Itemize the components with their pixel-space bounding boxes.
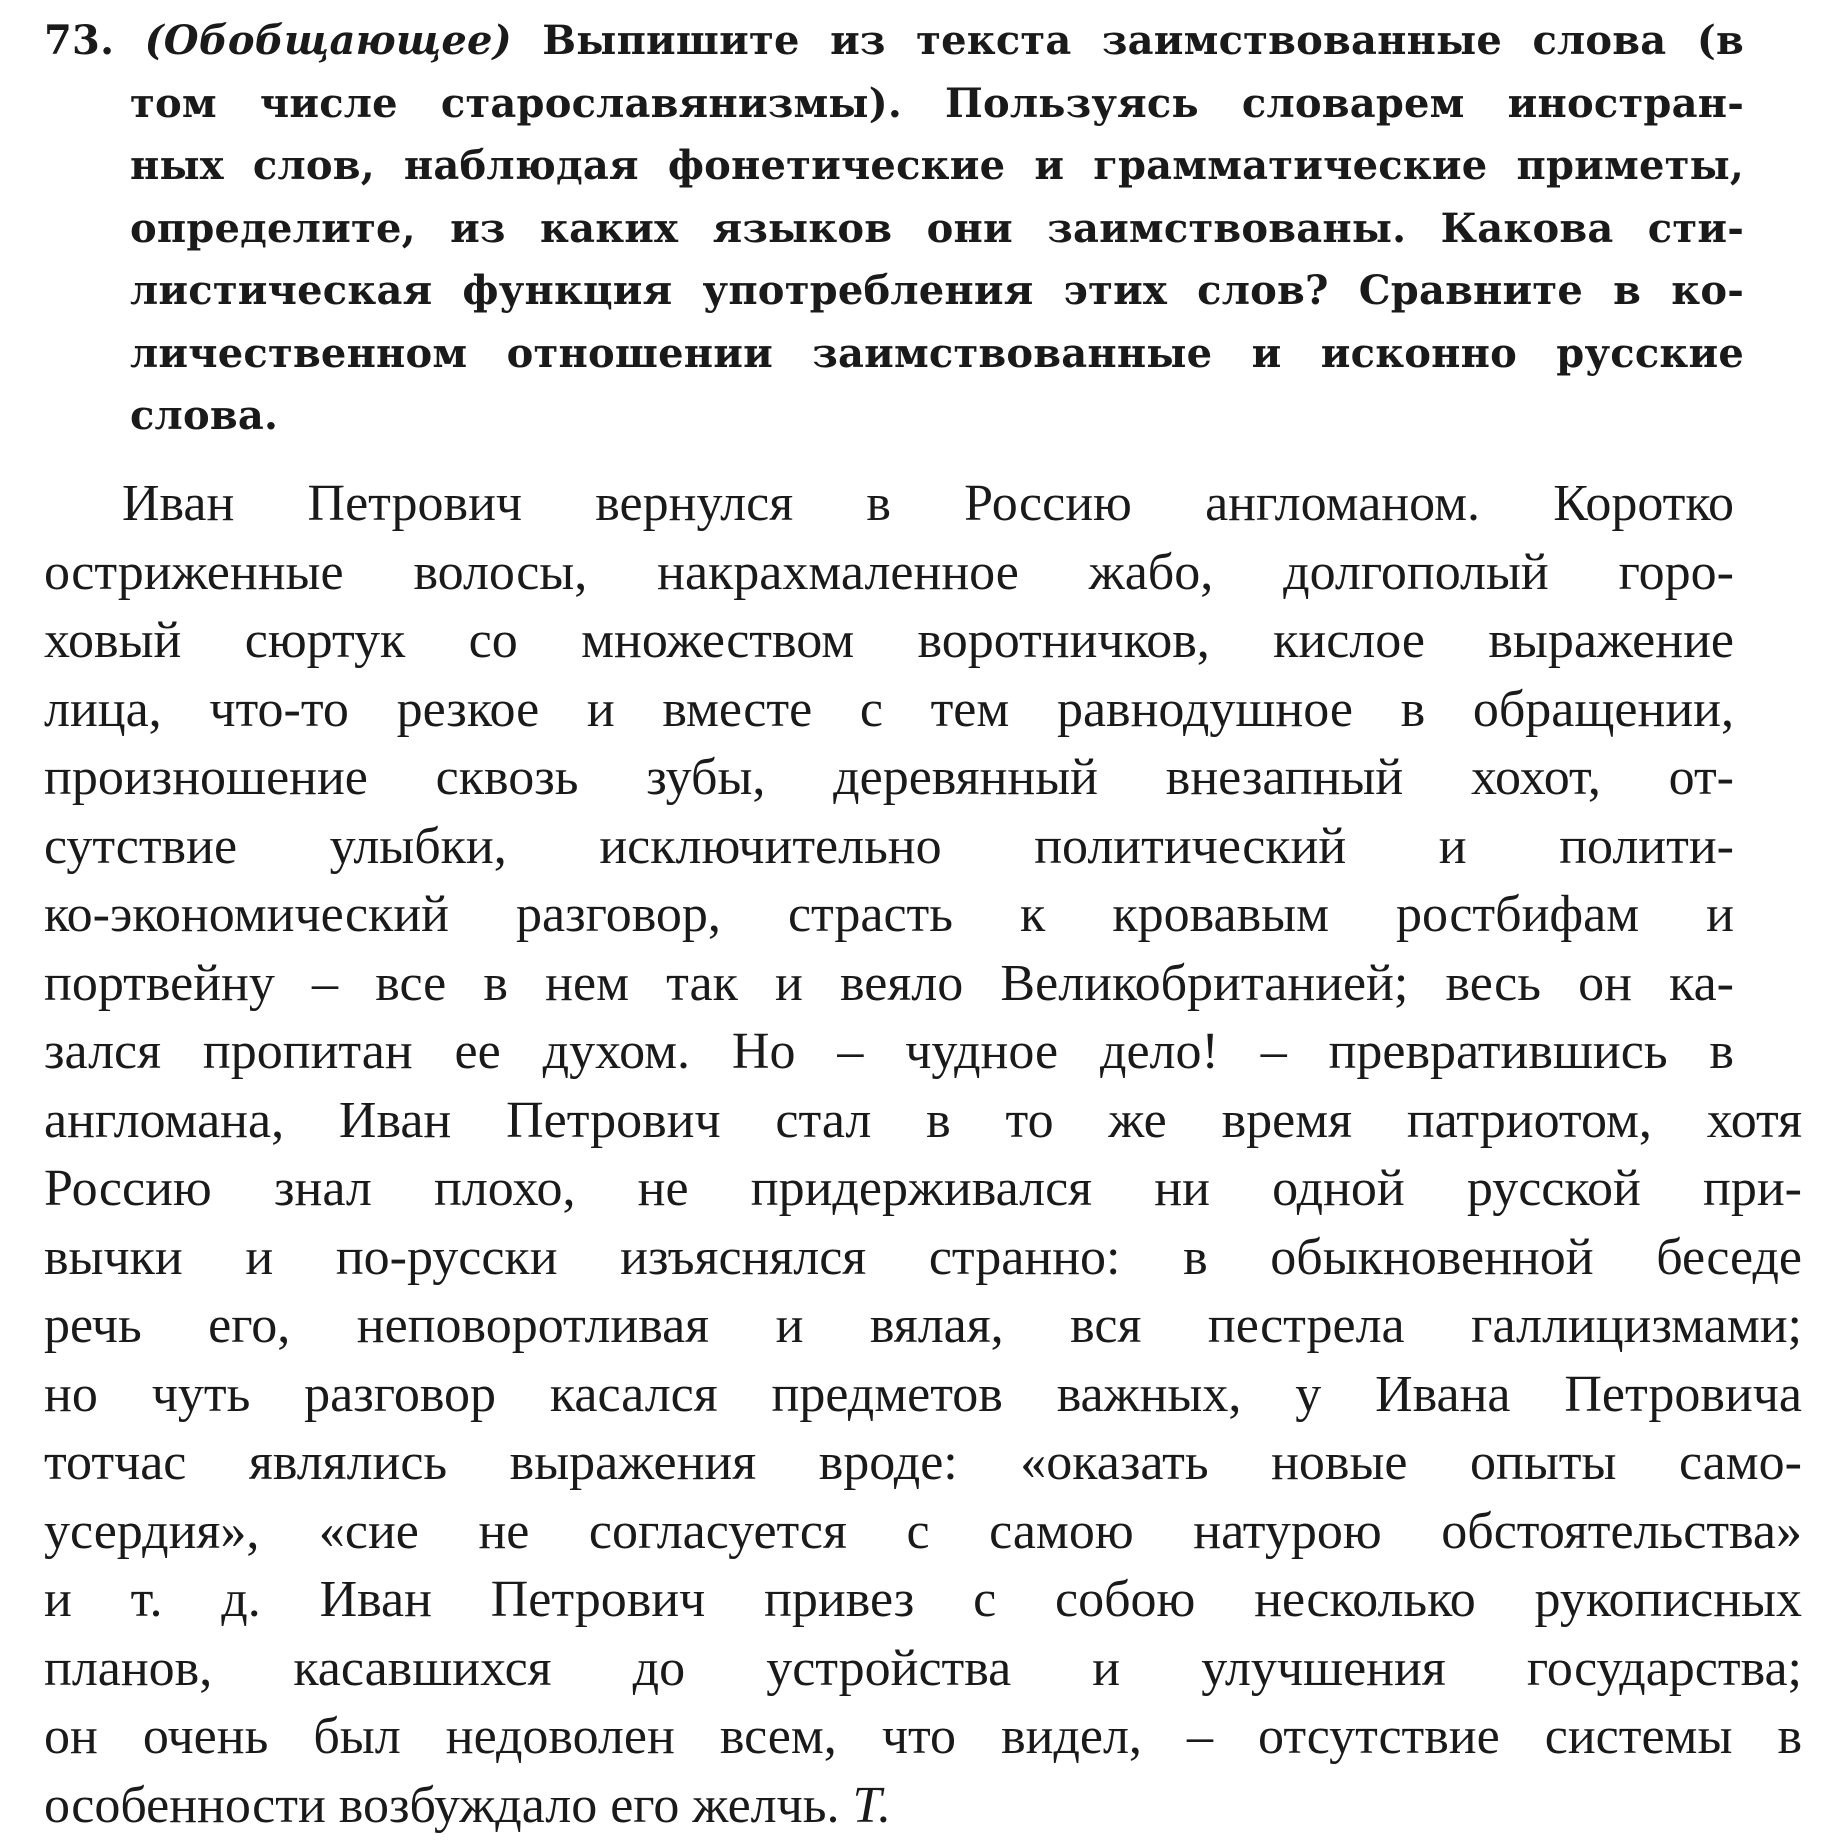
passage-line: Иван Петрович вернулся в Россию англоманом. Коротко	[122, 470, 1734, 539]
passage-line: Россию знал плохо, не придерживался ни одной русской при-	[44, 1155, 1802, 1224]
task-line: том числе старославянизмы). Пользуясь словарем иностран-	[130, 73, 1744, 136]
passage-line: лица, что-то резкое и вместе с тем равнодушное в обращении,	[44, 676, 1734, 745]
task-line: листическая функция употребления этих слов? Сравните в ко-	[130, 260, 1744, 323]
passage-line: речь его, неповоротливая и вялая, вся пестрела галлицизмами;	[44, 1292, 1802, 1361]
passage-line-last	[44, 1772, 1802, 1840]
passage-line: но чуть разговор касался предметов важных, у Ивана Петровича	[44, 1361, 1802, 1430]
task-line-text: Выпишите из текста заимствованные слова (в	[512, 17, 1744, 64]
task-line: слова.	[130, 385, 1744, 448]
author-initial: Т.	[852, 1777, 891, 1834]
passage-line: остриженные волосы, накрахмаленное жабо, долгополый горо-	[44, 539, 1734, 608]
passage-line: ко-экономический разговор, страсть к кровавым ростбифам и	[44, 881, 1734, 950]
passage-line: произношение сквозь зубы, деревянный внезапный хохот, от-	[44, 744, 1734, 813]
passage-line: вычки и по-русски изъяснялся странно: в обыкновенной беседе	[44, 1224, 1802, 1293]
task-line: ных слов, наблюдая фонетические и грамматические приметы,	[130, 135, 1744, 198]
exercise-task	[44, 10, 1744, 448]
passage-line: сутствие улыбки, исключительно политический и полити-	[44, 813, 1734, 882]
passage-line-text: особенности возбуждало его желчь.	[44, 1777, 852, 1834]
passage-line: англомана, Иван Петрович стал в то же время патриотом, хотя	[44, 1087, 1802, 1156]
passage-line: зался пропитан ее духом. Но – чудное дело! – превратившись в	[44, 1018, 1734, 1087]
passage-line: он очень был недоволен всем, что видел, – отсутствие системы в	[44, 1703, 1802, 1772]
passage-line: усердия», «сие не согласуется с самою натурою обстоятельства»	[44, 1498, 1802, 1567]
task-line	[44, 10, 1744, 73]
passage-line: портвейну – все в нем так и веяло Великобританией; весь он ка-	[44, 950, 1734, 1019]
task-line: определите, из каких языков они заимствованы. Какова сти-	[130, 198, 1744, 261]
task-line: личественном отношении заимствованные и исконно русские	[130, 323, 1744, 386]
literary-passage	[44, 470, 1802, 1840]
exercise-number: 73.	[44, 17, 114, 64]
passage-line: и т. д. Иван Петрович привез с собою несколько рукописных	[44, 1566, 1802, 1635]
passage-line: ховый сюртук со множеством воротничков, кислое выражение	[44, 607, 1734, 676]
passage-line: тотчас являлись выражения вроде: «оказать новые опыты само-	[44, 1429, 1802, 1498]
exercise-note: (Обобщающее)	[145, 17, 512, 64]
passage-line: планов, касавшихся до устройства и улучшения государства;	[44, 1635, 1802, 1704]
